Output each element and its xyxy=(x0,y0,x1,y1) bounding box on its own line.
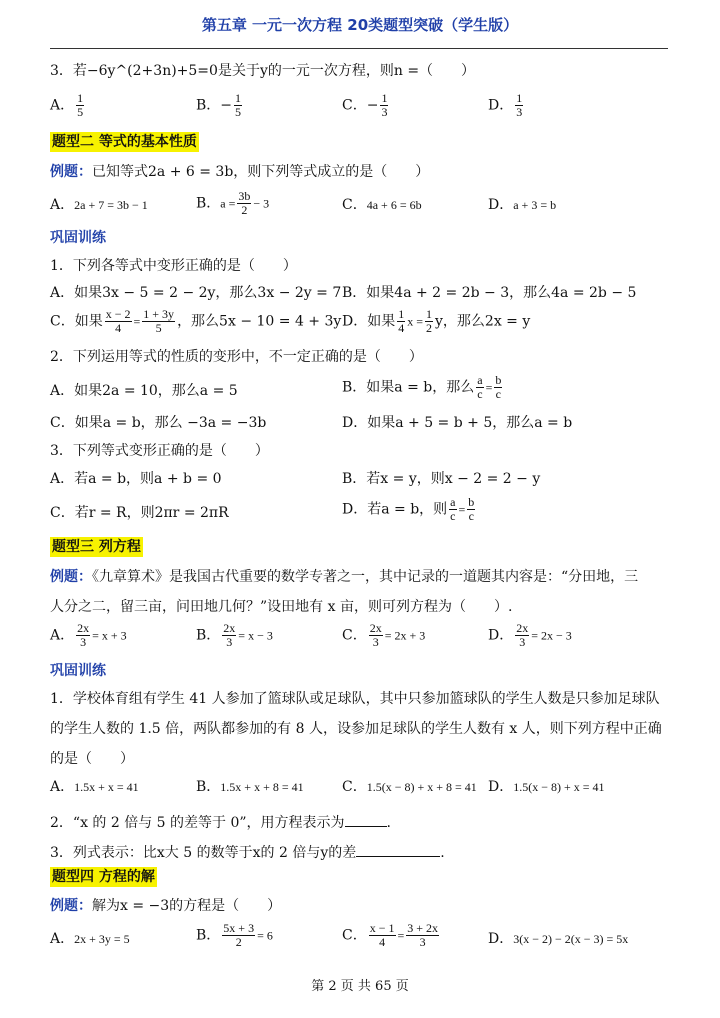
s3-practice-label: 巩固训练 xyxy=(50,663,106,679)
s4-option-a: A．2x + 3y = 5 xyxy=(50,931,130,947)
q3-option-c: C．− $\frac{1}{3}$ xyxy=(342,91,388,119)
s3-q1-option-a: A．1.5x + x = 41 xyxy=(50,779,139,795)
section-2-title: 题型二 等式的基本性质 xyxy=(52,134,197,150)
section-3-title: 题型三 列方程 xyxy=(52,539,141,555)
s2-q2-option-c: C．如果a = b，那么 −3a = −3b xyxy=(50,415,267,431)
s3-q1-option-b: B．1.5x + x + 8 = 41 xyxy=(196,779,304,795)
q3-option-b: B．− $\frac{1}{5}$ xyxy=(196,91,242,119)
s3-example-line1: 例题：《九章算术》是我国古代重要的数学专著之一，其中记录的一道题其内容是：“分田地，三 xyxy=(50,569,639,585)
page-footer: 第 2 页 共 65 页 xyxy=(311,979,409,994)
s3-q2: 2．“x 的 2 倍与 5 的差等于 0”，用方程表示为 . xyxy=(50,812,670,832)
s2-q3-option-c: C．若r = R，则2πr = 2πR xyxy=(50,505,229,521)
s2-q1-option-d: D．如果 $\frac{1}{4}$ x = $\frac{1}{2}$ y，那么2x = y xyxy=(342,307,531,335)
s3-ex-option-b: B． $\frac{2x}{3}$ = x − 3 xyxy=(196,621,273,649)
s2-ex-option-d: D．a + 3 = b xyxy=(488,197,557,213)
s2-example: 例题：已知等式2a + 6 = 3b，则下列等式成立的是（ ） xyxy=(50,164,430,180)
s3-ex-option-a: A． $\frac{2x}{3}$ = x + 3 xyxy=(50,621,127,649)
s3-q1-options xyxy=(50,778,670,798)
page-header-title: 第五章 一元一次方程 20类题型突破（学生版） xyxy=(201,16,519,34)
header-divider xyxy=(50,48,668,49)
s2-q3-option-d: D．若a = b，则 $\frac{a}{c}$ = $\frac{b}{c}$ xyxy=(342,495,475,523)
s4-option-c: C． $\frac{x - 1}{4}$ = $\frac{3 + 2x}{3}$ xyxy=(342,921,439,949)
s3-q3: 3．列式表示：比x大 5 的数等于x的 2 倍与y的差 . xyxy=(50,842,670,862)
s2-q1-option-c: C．如果 $\frac{x - 2}{4}$ = $\frac{1 + 3y}{5}$ ，那么5x − 10 = 4 + 3y xyxy=(50,307,342,335)
s2-q2-stem: 2．下列运用等式的性质的变形中，不一定正确的是（ ） xyxy=(50,349,423,365)
q3-option-d: D． $\frac{1}{3}$ xyxy=(488,91,523,119)
q3-options xyxy=(50,92,670,126)
s3-example-line2: 人分之二，留三亩，问田地几何？”设田地有 x 亩，则可列方程为（ ）. xyxy=(50,599,513,615)
s2-q3-stem: 3．下列等式变形正确的是（ ） xyxy=(50,443,269,459)
s4-example-options xyxy=(50,922,670,956)
s3-q1-stem: 1．学校体育组有学生 41 人参加了篮球队或足球队，其中只参加篮球队的学生人数是只参加足球队的学生人数的 1.5 倍，两队都参加的有 8 人，设参加足球队的学生人数有 x 人，则下列方程中正确的是（ ） xyxy=(50,691,662,767)
s2-q3-options-ab xyxy=(50,470,670,490)
s2-q1-stem: 1．下列各等式中变形正确的是（ ） xyxy=(50,258,297,274)
s3-q1-option-d: D．1.5(x − 8) + x = 41 xyxy=(488,779,605,795)
q3-option-a: A． $\frac{1}{5}$ xyxy=(50,91,84,119)
s2-q2-options-ab xyxy=(50,374,670,408)
section-2-heading xyxy=(50,133,670,151)
answer-blank xyxy=(356,842,440,857)
s4-option-d: D．3(x − 2) − 2(x − 3) = 5x xyxy=(488,931,629,947)
s2-example-options xyxy=(50,190,670,220)
s2-q1-option-b: B．如果4a + 2 = 2b − 3，那么4a = 2b − 5 xyxy=(342,285,637,301)
s3-q1-option-c: C．1.5(x − 8) + x + 8 = 41 xyxy=(342,779,477,795)
s2-q3-options-cd xyxy=(50,496,670,530)
s3-ex-option-c: C． $\frac{2x}{3}$ = 2x + 3 xyxy=(342,621,426,649)
s3-example-options xyxy=(50,622,670,656)
s4-option-b: B． $\frac{5x + 3}{2}$ = 6 xyxy=(196,921,273,949)
s2-ex-option-b: B．a = $\frac{3b}{2}$ − 3 xyxy=(196,189,270,217)
section-4-title: 题型四 方程的解 xyxy=(52,869,155,885)
s2-q1-options-ab xyxy=(50,284,670,304)
s2-q2-option-b: B．如果a = b，那么 $\frac{a}{c}$ = $\frac{b}{c}$ xyxy=(342,373,502,401)
s2-q2-option-d: D．如果a + 5 = b + 5，那么a = b xyxy=(342,415,573,431)
s2-ex-option-a: A．2a + 7 = 3b − 1 xyxy=(50,197,148,213)
s2-ex-option-c: C．4a + 6 = 6b xyxy=(342,197,422,213)
s2-q1-option-a: A．如果3x − 5 = 2 − 2y，那么3x − 2y = 7 xyxy=(50,285,342,301)
s3-ex-option-d: D． $\frac{2x}{3}$ = 2x − 3 xyxy=(488,621,572,649)
s2-q2-options-cd xyxy=(50,414,670,434)
s2-q3-option-a: A．若a = b，则a + b = 0 xyxy=(50,471,222,487)
section-3-heading xyxy=(50,538,670,556)
q3-stem: 3．若−6y^(2+3n)+5=0是关于y的一元一次方程，则n =（ ） xyxy=(50,63,476,79)
answer-blank xyxy=(345,812,387,827)
s2-q1-options-cd xyxy=(50,308,670,342)
s2-practice-label: 巩固训练 xyxy=(50,230,106,246)
s2-q2-option-a: A．如果2a = 10，那么a = 5 xyxy=(50,383,238,399)
s2-q3-option-b: B．若x = y，则x − 2 = 2 − y xyxy=(342,471,541,487)
s4-example: 例题：解为x = −3的方程是（ ） xyxy=(50,898,282,914)
section-4-heading xyxy=(50,868,670,886)
